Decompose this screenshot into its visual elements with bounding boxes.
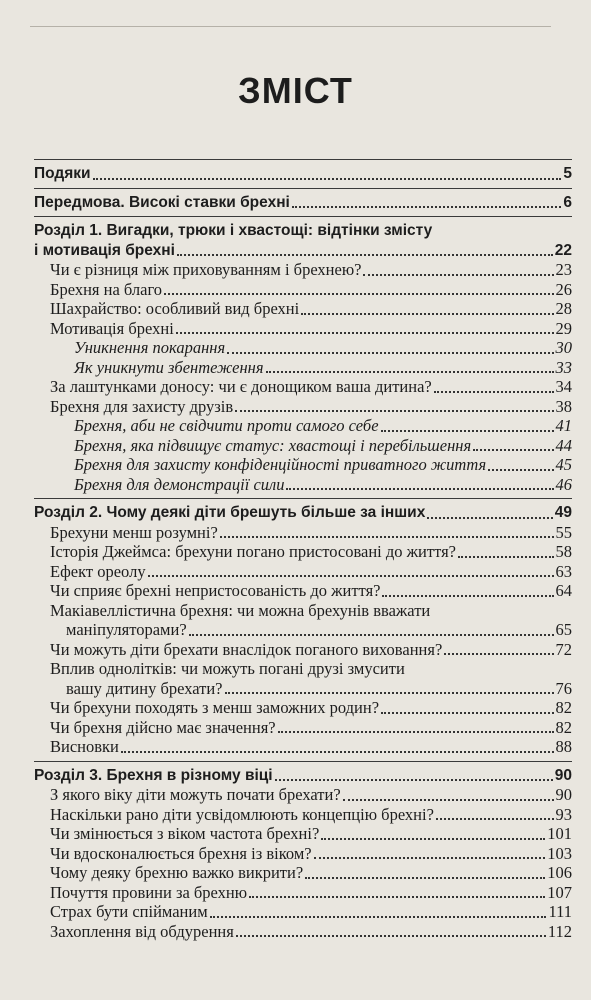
dot-leader bbox=[434, 391, 554, 393]
toc-entry bbox=[34, 922, 572, 942]
toc-entry-title: Як уникнути збентеження bbox=[74, 357, 264, 377]
page-number: 65 bbox=[555, 620, 572, 639]
toc-entry-title: Чи змінюється з віком частота брехні? bbox=[50, 824, 320, 843]
dot-leader bbox=[343, 799, 554, 801]
toc-entry-title: Подяки bbox=[34, 165, 91, 182]
toc-entry bbox=[34, 475, 572, 495]
page-number: 49 bbox=[554, 504, 572, 521]
toc-entry-title: Брехня на благо bbox=[50, 279, 163, 299]
toc-entry bbox=[34, 737, 572, 757]
page-number: 107 bbox=[547, 882, 572, 902]
dot-leader bbox=[381, 712, 553, 714]
toc-entry-title: Брехня для захисту друзів bbox=[50, 396, 234, 416]
toc-entry-title: Брехня для захисту конфіденційності приватного життя bbox=[74, 455, 487, 474]
dot-leader bbox=[235, 410, 553, 412]
toc-entry-title: Чому деяку брехню важко викрити? bbox=[50, 863, 304, 882]
toc-entry-title: Уникнення покарання bbox=[74, 338, 226, 357]
page-number: 111 bbox=[548, 902, 572, 921]
toc-entry bbox=[34, 455, 572, 475]
page-number: 23 bbox=[555, 260, 572, 279]
toc-entry bbox=[34, 241, 572, 261]
toc-entry-title: Історія Джеймса: брехуни погано пристосовані до життя? bbox=[50, 542, 456, 561]
dot-leader bbox=[286, 488, 553, 490]
page-number: 72 bbox=[555, 639, 572, 659]
chapter-rule bbox=[34, 216, 572, 217]
toc-entry bbox=[34, 416, 572, 436]
toc-entry-title: Передмова. Високі ставки брехні bbox=[34, 193, 290, 211]
dot-leader bbox=[236, 935, 546, 937]
toc-entry bbox=[34, 620, 572, 640]
toc-entry bbox=[34, 698, 572, 718]
dot-leader bbox=[314, 857, 546, 859]
page-number: 41 bbox=[555, 416, 572, 435]
toc-entry bbox=[34, 883, 572, 903]
dot-leader bbox=[436, 818, 554, 820]
dot-leader bbox=[488, 469, 553, 471]
page-number: 55 bbox=[555, 522, 572, 542]
page-number: 22 bbox=[554, 241, 572, 259]
toc-entry bbox=[34, 503, 572, 523]
page-number: 101 bbox=[547, 824, 572, 843]
toc-entry-title-line: Макіавеллістична брехня: чи можна брехунів вважати bbox=[50, 600, 431, 620]
toc-entry bbox=[34, 562, 572, 582]
chapter-rule bbox=[34, 761, 572, 762]
toc-entry bbox=[34, 785, 572, 805]
toc-entry-title-line: Вплив однолітків: чи можуть погані друзі змусити bbox=[50, 659, 405, 678]
page-number: 46 bbox=[555, 474, 572, 494]
toc-entry-title: вашу дитину брехати? bbox=[66, 678, 223, 698]
dot-leader bbox=[363, 274, 553, 276]
toc-entry bbox=[34, 766, 572, 786]
page-number: 5 bbox=[563, 165, 572, 182]
page-number: 58 bbox=[555, 542, 572, 561]
toc-entry bbox=[34, 397, 572, 417]
dot-leader bbox=[301, 313, 553, 315]
toc-entry-title: Брехня, аби не свідчити проти самого себе bbox=[74, 416, 379, 435]
page-number: 30 bbox=[555, 338, 572, 357]
dot-leader bbox=[292, 206, 562, 208]
toc-entry-title: Страх бути спійманим bbox=[50, 902, 208, 921]
toc-entry bbox=[34, 436, 572, 456]
dot-leader bbox=[305, 877, 545, 879]
toc-entry-title: Наскільки рано діти усвідомлюють концепцію брехні? bbox=[50, 804, 434, 824]
dot-leader bbox=[278, 731, 554, 733]
dot-leader bbox=[427, 517, 552, 519]
toc-entry-title: Захоплення від обдурення bbox=[50, 921, 234, 941]
dot-leader bbox=[473, 449, 553, 451]
toc-entry-title: З якого віку діти можуть почати брехати? bbox=[50, 785, 341, 804]
page-number: 103 bbox=[547, 843, 572, 863]
toc-entry-title: маніпуляторами? bbox=[66, 620, 187, 639]
toc-entry-title: Шахрайство: особливий вид брехні bbox=[50, 299, 300, 318]
toc-entry bbox=[34, 377, 572, 397]
dot-leader bbox=[381, 430, 554, 432]
page-number: 93 bbox=[555, 804, 572, 824]
toc-entry bbox=[34, 260, 572, 280]
toc-entry bbox=[34, 863, 572, 883]
dot-leader bbox=[227, 352, 553, 354]
dot-leader bbox=[458, 556, 554, 558]
page-number: 45 bbox=[555, 455, 572, 474]
toc-entry-title: і мотивація брехні bbox=[34, 241, 175, 259]
toc-entry bbox=[34, 338, 572, 358]
page-number: 112 bbox=[547, 921, 572, 941]
dot-leader bbox=[176, 332, 554, 334]
toc-entry-title: Чи брехуни походять з менш заможних родин? bbox=[50, 698, 380, 717]
page-number: 76 bbox=[555, 678, 572, 698]
page-number: 34 bbox=[555, 377, 572, 396]
table-of-contents bbox=[34, 155, 572, 941]
chapter-rule bbox=[34, 498, 572, 499]
page-number: 44 bbox=[555, 435, 572, 455]
toc-entry-title: Чи є різниця між приховуванням і брехнею? bbox=[50, 260, 362, 279]
dot-leader bbox=[93, 178, 562, 180]
dot-leader bbox=[444, 653, 553, 655]
toc-entry bbox=[34, 319, 572, 339]
toc-entry-title: Ефект ореолу bbox=[50, 561, 146, 581]
toc-entry bbox=[34, 193, 572, 213]
dot-leader bbox=[225, 692, 554, 694]
toc-entry-title-line: Розділ 1. Вигадки, трюки і хвастощі: відтінки змісту bbox=[34, 222, 433, 239]
toc-entry-title: Чи вдосконалюється брехня із віком? bbox=[50, 843, 312, 863]
toc-entry bbox=[34, 679, 572, 699]
page-number: 6 bbox=[563, 193, 572, 211]
chapter-rule bbox=[34, 188, 572, 189]
page-title: ЗМІСТ bbox=[238, 70, 353, 111]
page-number: 90 bbox=[554, 766, 572, 784]
toc-entry bbox=[34, 581, 572, 601]
toc-entry-title: Чи брехня дійсно має значення? bbox=[50, 717, 276, 737]
toc-entry-title: Мотивація брехні bbox=[50, 318, 174, 338]
dot-leader bbox=[220, 536, 554, 538]
dot-leader bbox=[177, 254, 553, 256]
page-number: 38 bbox=[555, 396, 572, 416]
toc-entry-title: За лаштунками доносу: чи є донощиком ваша дитина? bbox=[50, 377, 432, 396]
toc-entry bbox=[34, 358, 572, 378]
page-number: 29 bbox=[555, 318, 572, 338]
toc-entry bbox=[34, 523, 572, 543]
toc-entry bbox=[34, 280, 572, 300]
page-number: 82 bbox=[555, 698, 572, 717]
page-header-rule bbox=[30, 26, 551, 27]
toc-entry-title: Брехня, яка підвищує статус: хвастощі і перебільшення bbox=[74, 435, 472, 455]
toc-entry bbox=[34, 718, 572, 738]
toc-entry-title: Брехня для демонстрації сили bbox=[74, 474, 285, 494]
top-rule bbox=[34, 159, 572, 160]
toc-entry bbox=[34, 299, 572, 319]
page-number: 33 bbox=[555, 357, 572, 377]
dot-leader bbox=[148, 575, 554, 577]
page-number: 82 bbox=[555, 717, 572, 737]
dot-leader bbox=[189, 634, 554, 636]
toc-entry-title: Висновки bbox=[50, 737, 119, 756]
toc-entry bbox=[34, 164, 572, 184]
page-number: 63 bbox=[555, 561, 572, 581]
toc-entry bbox=[34, 902, 572, 922]
page-number: 90 bbox=[555, 785, 572, 804]
page-number: 106 bbox=[547, 863, 572, 882]
toc-entry-title: Брехуни менш розумні? bbox=[50, 522, 218, 542]
dot-leader bbox=[164, 293, 553, 295]
dot-leader bbox=[121, 751, 554, 753]
dot-leader bbox=[210, 916, 547, 918]
toc-entry-title: Розділ 2. Чому деякі діти брешуть більше за інших bbox=[34, 504, 426, 521]
toc-entry-title: Розділ 3. Брехня в різному віці bbox=[34, 766, 273, 784]
page-number: 88 bbox=[555, 737, 572, 756]
toc-entry-title: Чи можуть діти брехати внаслідок поганого виховання? bbox=[50, 639, 443, 659]
toc-entry bbox=[34, 640, 572, 660]
dot-leader bbox=[275, 779, 553, 781]
toc-entry bbox=[34, 844, 572, 864]
page-number: 64 bbox=[555, 581, 572, 600]
dot-leader bbox=[249, 896, 545, 898]
toc-entry bbox=[34, 805, 572, 825]
toc-entry-title: Чи сприяє брехні непристосованість до життя? bbox=[50, 581, 381, 600]
page-number: 28 bbox=[555, 299, 572, 318]
toc-entry bbox=[34, 824, 572, 844]
dot-leader bbox=[382, 595, 553, 597]
toc-entry-title: Почуття провини за брехню bbox=[50, 882, 248, 902]
dot-leader bbox=[321, 838, 545, 840]
dot-leader bbox=[266, 371, 554, 373]
page-number: 26 bbox=[555, 279, 572, 299]
toc-entry bbox=[34, 542, 572, 562]
